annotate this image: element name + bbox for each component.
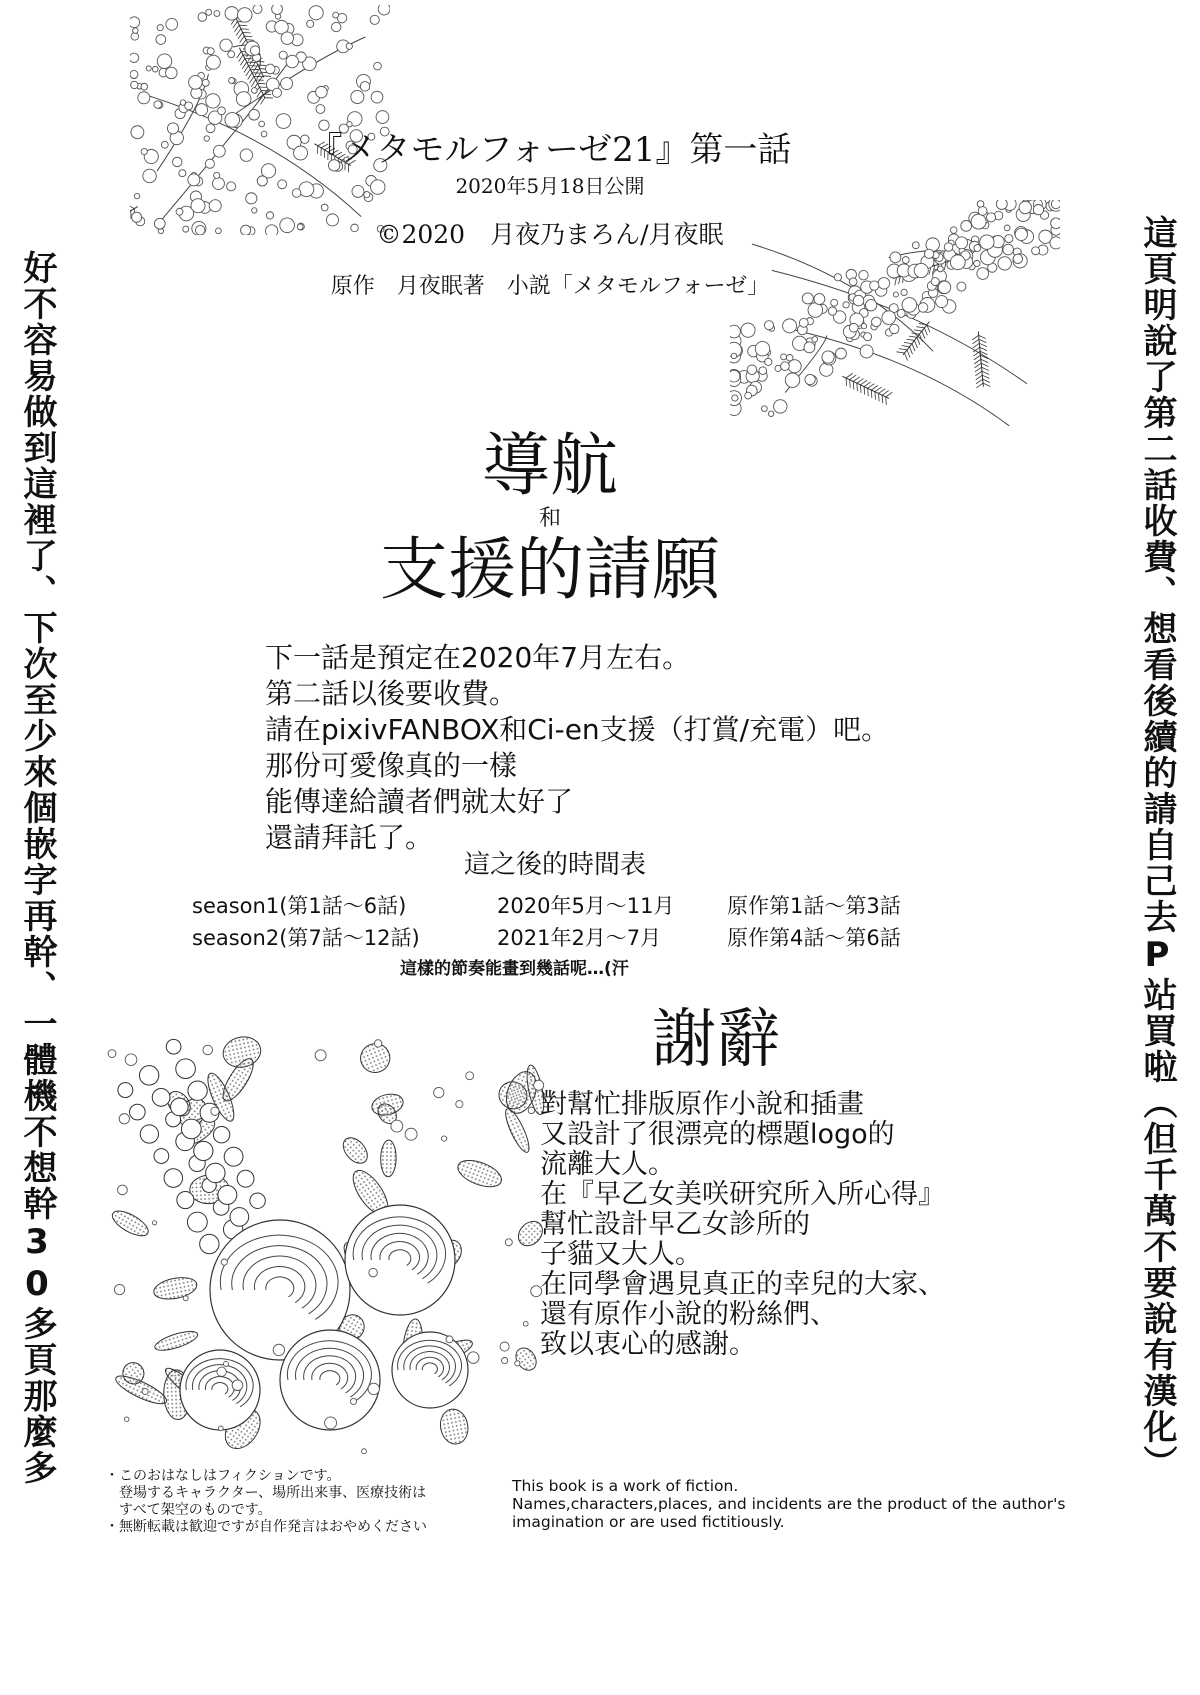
schedule-note: 這樣的節奏能畫到幾話呢…(汗: [400, 959, 629, 979]
request-line: 下一話是預定在2020年7月左右。: [265, 641, 691, 674]
schedule-table: [192, 890, 927, 954]
footer-en-line: This book is a work of fiction.: [512, 1477, 739, 1495]
footer-jp-line: ・このおはなしはフィクションです。: [105, 1468, 341, 1484]
heading-connector: 和: [538, 506, 561, 531]
right-side-note: 這頁明說了第二話收費、想看後續的請自己去P站買啦（但千萬不要說有漢化）: [1137, 215, 1177, 1481]
schedule-heading: 這之後的時間表: [463, 850, 646, 880]
schedule-source: 原作第4話～第6話: [727, 926, 901, 950]
left-side-note: 好不容易做到這裡了、下次至少來個嵌字再幹、一體機不想幹30多頁那麼多: [17, 250, 57, 1486]
schedule-source: 原作第1話～第3話: [727, 894, 901, 918]
heading-navigation: 導航: [481, 427, 618, 506]
thanks-line: 還有原作小說的粉絲們、: [540, 1299, 837, 1330]
schedule-row: [192, 922, 927, 954]
request-line: 還請拜託了。: [265, 821, 434, 854]
footer-jp-line: ・無断転載は歓迎ですが自作発言はおやめください: [105, 1519, 427, 1535]
rose-illustration-bottom-left: [100, 1030, 560, 1470]
request-heading: [300, 428, 800, 610]
footer-jp-line: 登場するキャラクター、場所出来事、医療技術は: [105, 1485, 427, 1501]
release-date: 2020年5月18日公開: [455, 174, 645, 198]
footer-disclaimer-jp: [105, 1468, 427, 1536]
request-line: 請在pixivFANBOX和Ci-en支援（打賞/充電）吧。: [265, 713, 890, 746]
header-block: [250, 128, 850, 302]
schedule-row: [192, 890, 927, 922]
original-work: 原作 月夜眠著 小説「メタモルフォーゼ」: [330, 274, 770, 299]
thanks-line: 在同學會遇見真正的幸兒的大家、: [540, 1269, 945, 1300]
thanks-line: 致以衷心的感謝。: [540, 1329, 756, 1360]
request-line: 第二話以後要收費。: [265, 677, 518, 710]
thanks-line: 幫忙設計早乙女診所的: [540, 1209, 810, 1240]
schedule-period: 2021年2月～7月: [497, 926, 662, 950]
footer-en-line: Names,characters,places, and incidents are the product of the author's: [512, 1495, 1066, 1513]
thanks-line: 對幫忙排版原作小說和插畫: [540, 1089, 864, 1120]
request-line: 能傳達給讀者們就太好了: [265, 785, 574, 818]
episode-title: 『メタモルフォーゼ21』第一話: [308, 130, 792, 170]
schedule-season: season1(第1話～6話): [192, 894, 407, 918]
heading-support-request: 支援的請願: [379, 531, 720, 610]
request-body: [265, 640, 945, 856]
thanks-body: [540, 1090, 1100, 1360]
schedule-season: season2(第7話～12話): [192, 926, 420, 950]
footer-disclaimer-en: [512, 1477, 1065, 1531]
thanks-heading: 謝辭: [652, 1003, 780, 1077]
thanks-line: 又設計了很漂亮的標題logo的: [540, 1119, 895, 1150]
footer-en-line: imagination or are used fictitiously.: [512, 1513, 785, 1531]
schedule-period: 2020年5月～11月: [497, 894, 675, 918]
copyright: ©2020 月夜乃まろん/月夜眠: [376, 220, 724, 249]
footer-jp-line: すべて架空のものです。: [105, 1502, 272, 1518]
thanks-line: 流離大人。: [540, 1149, 675, 1180]
thanks-line: 子貓又大人。: [540, 1239, 702, 1270]
thanks-line: 在『早乙女美咲研究所入所心得』: [540, 1179, 945, 1210]
request-line: 那份可愛像真的一樣: [265, 749, 518, 782]
